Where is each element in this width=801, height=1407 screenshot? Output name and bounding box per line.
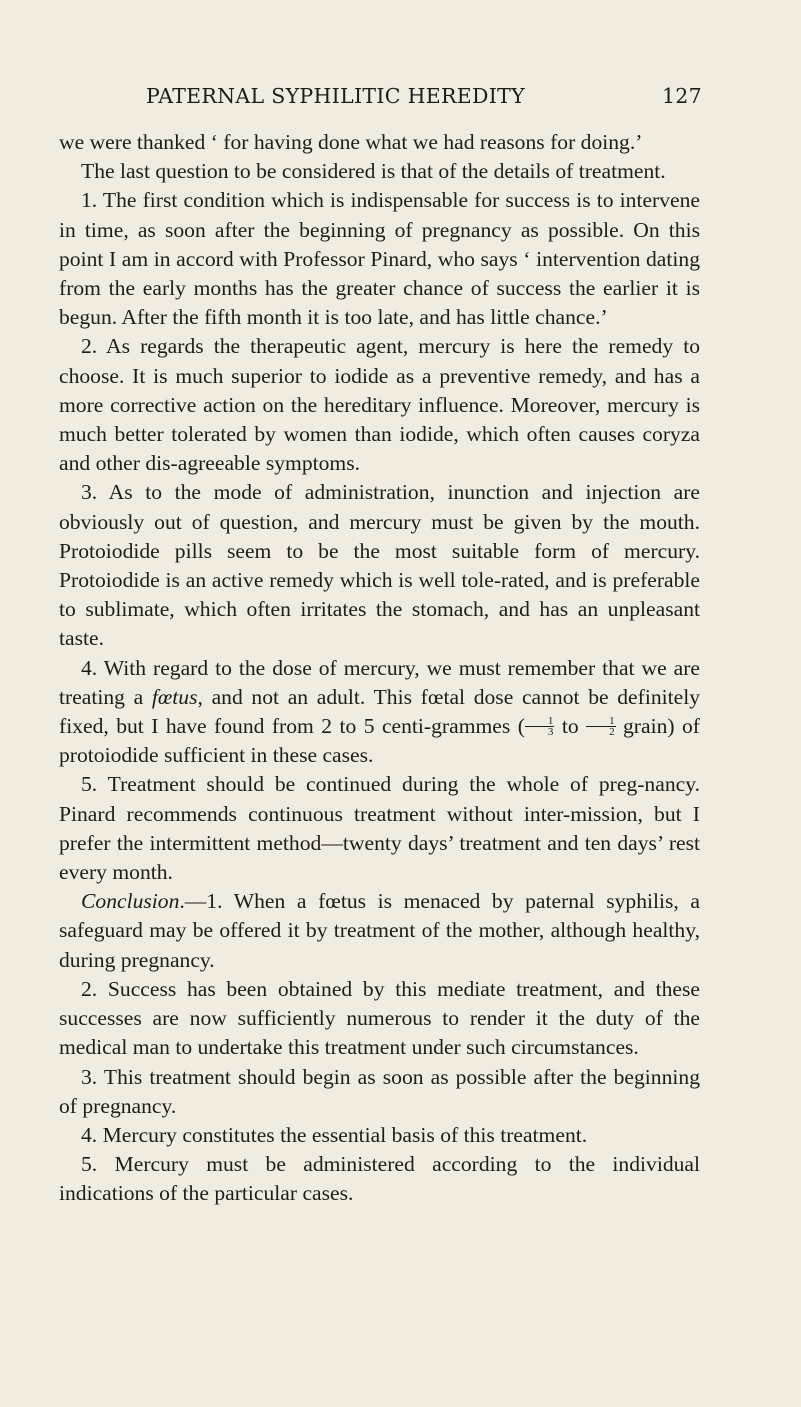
fraction-numerator: 1 (586, 716, 616, 727)
fraction-denominator: 2 (609, 726, 615, 739)
text-run: to (554, 714, 587, 739)
fraction-one-half (586, 716, 616, 737)
paragraph-continued: we were thanked ‘ for having done what we had reasons for doing.’ (59, 130, 643, 154)
paragraph-conclusion-3: 3. This treatment should begin as soon as possible after the beginning of pregnancy. (59, 1064, 700, 1118)
running-head (146, 84, 702, 118)
paragraph-conclusion-5: 5. Mercury must be administered according to the individual indications of the particular cases. (59, 1152, 700, 1206)
paragraph-conclusion-1 (59, 887, 700, 975)
page-number: 127 (661, 84, 702, 108)
text-run: 4. With regard to the dose of mercury, we must remember that we are treating a (59, 655, 700, 709)
paragraph-point-5: 5. Treatment should be continued during the whole of preg-nancy. Pinard recommends continuous treatment without inter-mission, but I prefer the intermittent method—twenty days’ treatment and ten days’ rest every month. (59, 772, 700, 885)
fraction-one-third (525, 716, 555, 737)
paragraph-point-1: 1. The first condition which is indispensable for success is to intervene in time, as soon after the beginning of pregnancy as possible. On this point I am in accord with Professor Pinard, who says ‘ intervention dating from the early months has the greater chance of success the earlier it is begun. After the fifth month it is too late, and has little chance.’ (59, 188, 700, 330)
fraction-numerator: 1 (525, 716, 555, 727)
running-title: PATERNAL SYPHILITIC HEREDITY (146, 84, 525, 108)
text-run: .—1. When a fœtus is menaced by paternal syphilis, a safeguard may be offered it by treatment of the mother, although healthy, during pregnancy. (59, 889, 700, 972)
fraction-denominator: 3 (547, 726, 554, 739)
paragraph-conclusion-4: 4. Mercury constitutes the essential basis of this treatment. (81, 1122, 588, 1147)
conclusion-label: Conclusion (81, 889, 180, 914)
body-text (59, 128, 700, 1209)
paragraph-conclusion-2: 2. Success has been obtained by this mediate treatment, and these successes are now sufficiently numerous to render it the duty of the medical man to undertake this treatment under such circumstances. (59, 976, 700, 1060)
italic-term: fœtus (151, 684, 198, 709)
text-run: , and not an adult. This fœtal dose cannot be definitely fixed, but I have found from 2 to 5 centi-grammes ( (59, 684, 700, 739)
paragraph-point-2: 2. As regards the therapeutic agent, mercury is here the remedy to choose. It is much superior to iodide as a preventive remedy, and has a more corrective action on the hereditary influence. Moreover, mercury is much better tolerated by women than iodide, which often causes coryza and other dis-agreeable symptoms. (59, 334, 700, 476)
paragraph-treatment-intro: The last question to be considered is that of the details of treatment. (81, 159, 666, 184)
paragraph-point-4 (59, 654, 700, 771)
text-run: grain) of protoiodide sufficient in these cases. (59, 714, 700, 768)
paragraph-point-3: 3. As to the mode of administration, inunction and injection are obviously out of question, and mercury must be given by the mouth. Protoiodide pills seem to be the most suitable form of mercury. Protoiodide is an active remedy which is well tole-rated, and is preferable to sublimate, which often irritates the stomach, and has an unpleasant taste. (59, 480, 700, 651)
